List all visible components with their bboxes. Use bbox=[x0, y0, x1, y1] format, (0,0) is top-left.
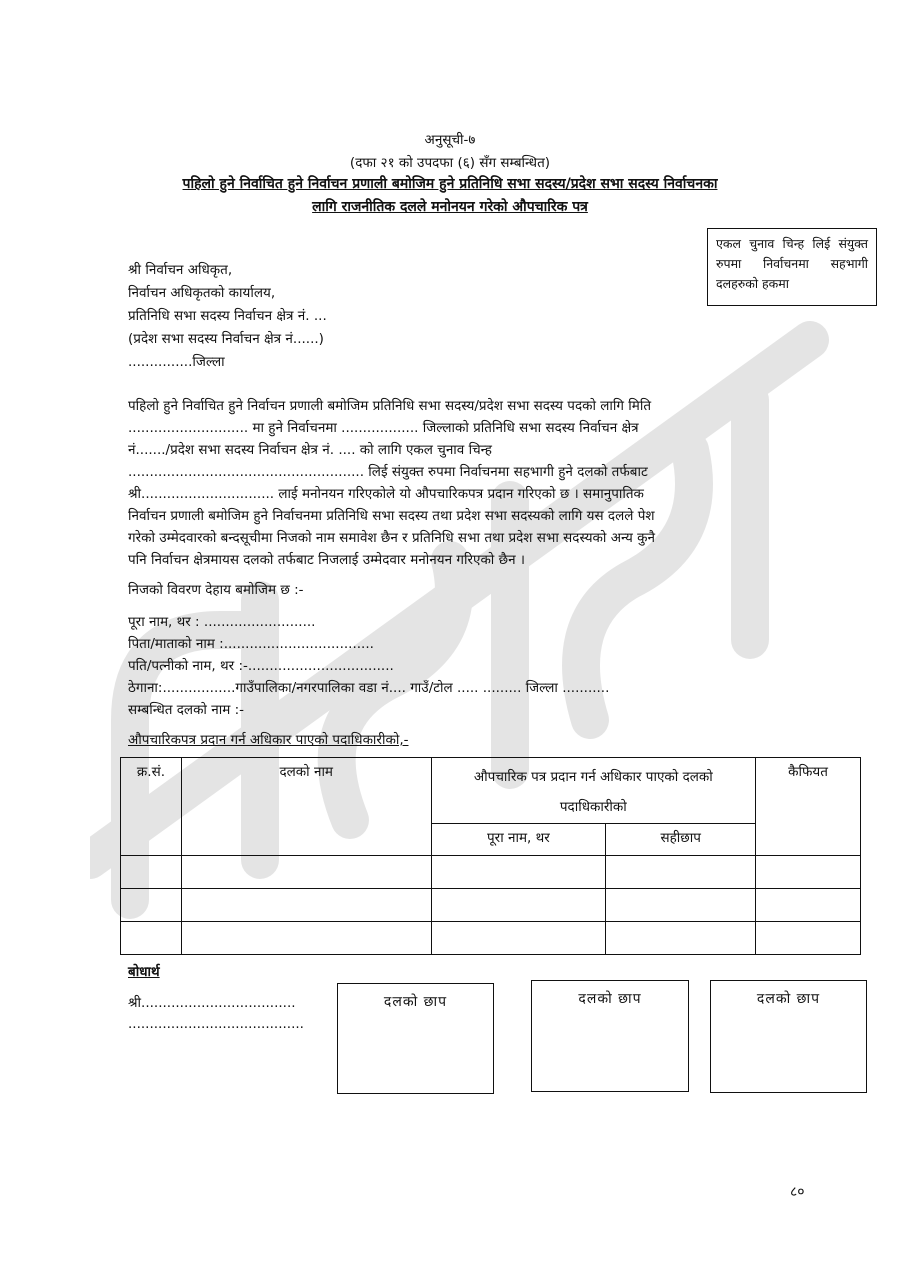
table-cell[interactable] bbox=[606, 856, 756, 889]
header-official bbox=[431, 758, 756, 824]
table-cell[interactable] bbox=[181, 856, 431, 889]
header-party-name: दलको नाम bbox=[181, 758, 431, 856]
header-official-line1: औपचारिक पत्र प्रदान गर्न अधिकार पाएको दलको bbox=[473, 769, 713, 785]
officials-table bbox=[120, 757, 861, 955]
header-full-name: पूरा नाम, थर bbox=[431, 824, 606, 856]
header-remarks: कैफियत bbox=[756, 758, 861, 856]
table-cell[interactable] bbox=[121, 856, 182, 889]
table-cell[interactable] bbox=[181, 922, 431, 955]
page-number: ८० bbox=[790, 1184, 805, 1200]
details-intro: निजको विवरण देहाय बमोजिम छ :- bbox=[128, 582, 304, 598]
detail-full-name: पूरा नाम, थर : .......................... bbox=[128, 614, 316, 630]
table-row bbox=[121, 856, 861, 889]
body-line-5: श्री............................... लाई मनोनयन गरिएकोले यो औपचारिकपत्र प्रदान गरिएको छ । समानुपातिक bbox=[128, 486, 644, 502]
section-reference: (दफा २१ को उपदफा (६) सँग सम्बन्धित) bbox=[349, 155, 551, 171]
detail-spouse-name: पति/पत्नीको नाम, थर :-.................................. bbox=[128, 658, 394, 674]
table-cell[interactable] bbox=[756, 889, 861, 922]
header-serial-number: क्र.सं. bbox=[121, 758, 182, 856]
body-line-6: निर्वाचन प्रणाली बमोजिम हुने निर्वाचनमा प्रतिनिधि सभा सदस्य तथा प्रदेश सभा सदस्यको लागि यस दलले पेश bbox=[128, 508, 655, 524]
detail-parent-name: पिता/माताको नाम :................................... bbox=[128, 636, 374, 652]
body-line-2: ............................ मा हुने निर्वाचनमा .................. जिल्लाको प्रतिनिधि सभा सदस्य निर्वाचन क्षेत्र bbox=[128, 420, 639, 436]
body-line-1: पहिलो हुने निर्वाचित हुने निर्वाचन प्रणाली बमोजिम प्रतिनिधि सभा सदस्य/प्रदेश सभा सदस्य पदको लागि मिति bbox=[128, 398, 652, 414]
table-cell[interactable] bbox=[121, 889, 182, 922]
document-title-line1: पहिलो हुने निर्वाचित हुने निर्वाचन प्रणाली बमोजिम हुने प्रतिनिधि सभा सदस्य/प्रदेश सभा सदस्य निर्वाचनका bbox=[182, 176, 718, 192]
body-line-8: पनि निर्वाचन क्षेत्रमायस दलको तर्फबाट निजलाई उम्मेदवार मनोनयन गरिएको छैन । bbox=[128, 552, 525, 568]
cc-line-2: ......................................... bbox=[128, 1016, 304, 1032]
body-line-3: नं......./प्रदेश सभा सदस्य निर्वाचन क्षेत्र नं. .... को लागि एकल चुनाव चिन्ह bbox=[128, 442, 492, 458]
note-box: एकल चुनाव चिन्ह लिई संयुक्त रुपमा निर्वाचनमा सहभागी दलहरुको हकमा bbox=[707, 228, 877, 306]
detail-party-name: सम्बन्धित दलको नाम :- bbox=[128, 702, 244, 718]
table-cell[interactable] bbox=[431, 856, 606, 889]
document-title-line2: लागि राजनीतिक दलले मनोनयन गरेको औपचारिक पत्र bbox=[312, 199, 588, 215]
cc-label: बोधार्थ bbox=[128, 964, 160, 980]
table-heading: औपचारिकपत्र प्रदान गर्न अधिकार पाएको पदाधिकारीको,- bbox=[128, 732, 409, 748]
party-stamp-box-2: दलको छाप bbox=[531, 980, 689, 1092]
table-row bbox=[121, 922, 861, 955]
address-line-2: निर्वाचन अधिकृतको कार्यालय, bbox=[128, 285, 276, 301]
table-cell[interactable] bbox=[606, 889, 756, 922]
header-signature: सहीछाप bbox=[606, 824, 756, 856]
schedule-number: अनुसूची-७ bbox=[424, 132, 476, 148]
table-cell[interactable] bbox=[181, 889, 431, 922]
address-line-1: श्री निर्वाचन अधिकृत, bbox=[128, 262, 233, 278]
table-cell[interactable] bbox=[756, 856, 861, 889]
party-stamp-box-1: दलको छाप bbox=[337, 983, 494, 1094]
address-line-3: प्रतिनिधि सभा सदस्य निर्वाचन क्षेत्र नं. ... bbox=[128, 308, 327, 324]
body-line-7: गरेको उम्मेदवारको बन्दसूचीमा निजको नाम समावेश छैन र प्रतिनिधि सभा तथा प्रदेश सभा सदस्यको अन्य कुनै bbox=[128, 530, 655, 546]
body-line-4: ....................................................... लिई संयुक्त रुपमा निर्वाचनमा सहभागी हुने दलको तर्फबाट bbox=[128, 464, 648, 480]
header-official-line2: पदाधिकारीको bbox=[559, 799, 627, 815]
table-cell[interactable] bbox=[121, 922, 182, 955]
address-line-5: ...............जिल्ला bbox=[128, 354, 225, 370]
party-stamp-box-3: दलको छाप bbox=[710, 980, 867, 1093]
address-line-4: (प्रदेश सभा सदस्य निर्वाचन क्षेत्र नं......) bbox=[128, 331, 324, 347]
table-row bbox=[121, 889, 861, 922]
table-cell[interactable] bbox=[431, 889, 606, 922]
cc-line-1: श्री.................................... bbox=[128, 995, 296, 1011]
table-cell[interactable] bbox=[431, 922, 606, 955]
detail-address: ठेगाना:.................गाउँपालिका/नगरपालिका वडा नं.... गाउँ/टोल ..... ......... जिल्ला ........... bbox=[128, 680, 610, 696]
table-cell[interactable] bbox=[756, 922, 861, 955]
table-cell[interactable] bbox=[606, 922, 756, 955]
